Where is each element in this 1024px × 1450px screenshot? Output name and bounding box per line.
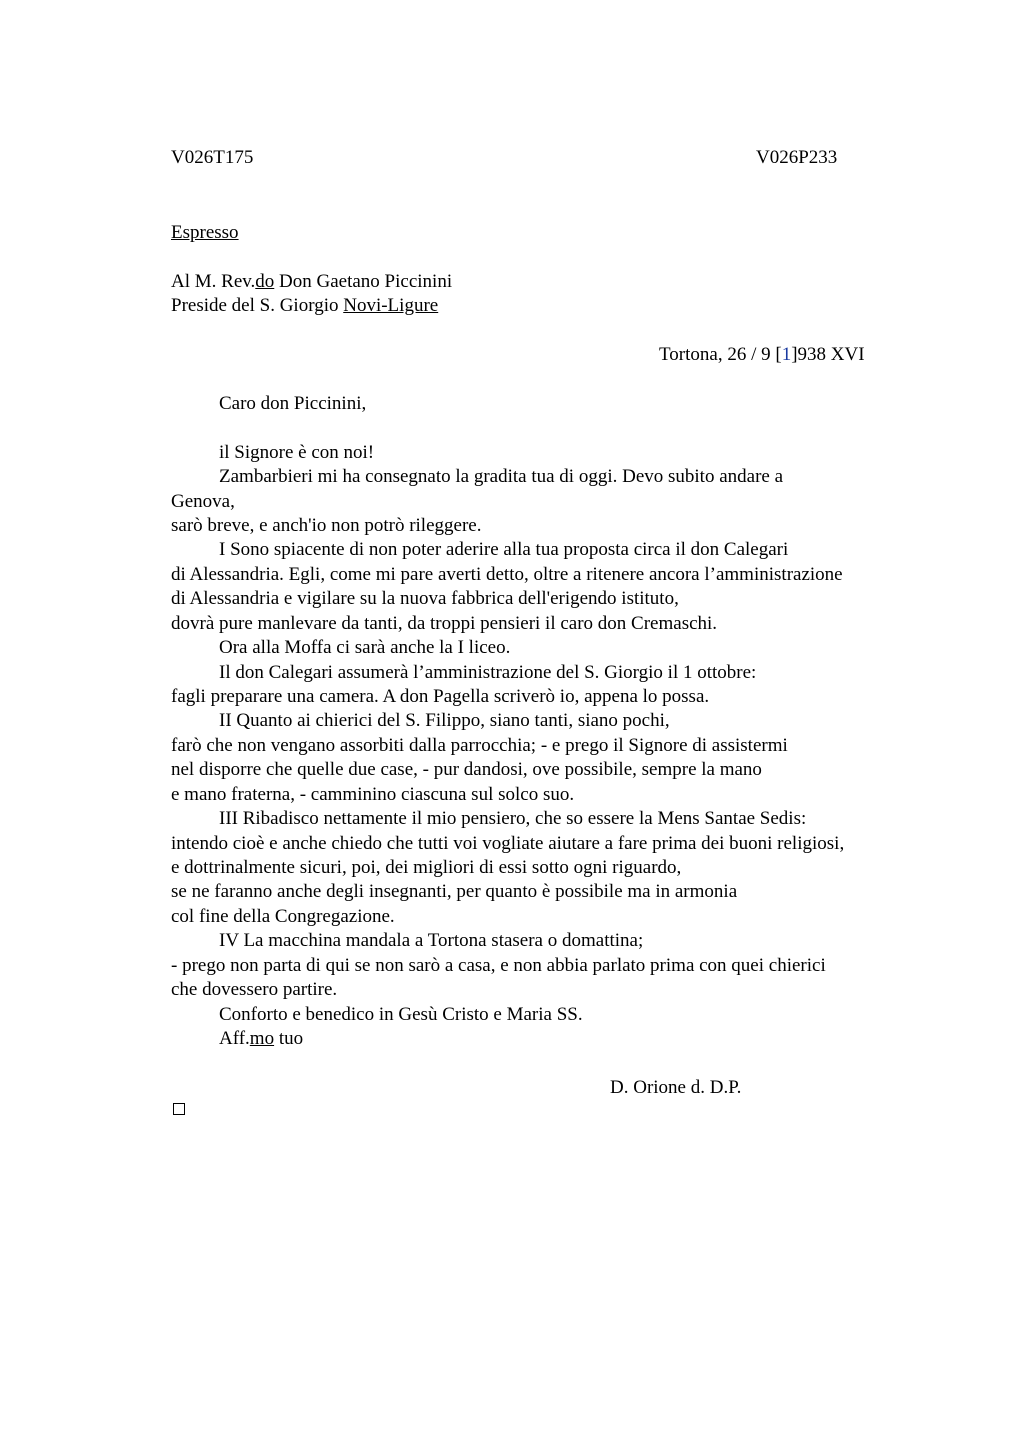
body-line: III Ribadisco nettamente il mio pensiero, che so essere la Mens Santae Sedis: [219, 808, 807, 829]
body-line: Il don Calegari assumerà l’amministrazione del S. Giorgio il 1 ottobre: [219, 662, 757, 683]
address-line-2: Preside del S. Giorgio Novi-Ligure [171, 295, 439, 316]
body-line: farò che non vengano assorbiti dalla parrocchia; - e prego il Signore di assistermi [171, 735, 788, 756]
body-line: dovrà pure manlevare da tanti, da troppi pensieri il caro don Cremaschi. [171, 613, 718, 634]
body-line: di Alessandria. Egli, come mi pare averti detto, oltre a ritenere ancora l’amministrazione [171, 564, 843, 585]
body-line: Conforto e benedico in Gesù Cristo e Maria SS. [219, 1004, 583, 1025]
checkbox-icon [173, 1103, 185, 1115]
letter-date: Tortona, 26 / 9 [1]938 XVI [659, 344, 865, 365]
body-line: II Quanto ai chierici del S. Filippo, siano tanti, siano pochi, [219, 710, 670, 731]
body-line: intendo cioè e anche chiedo che tutti voi vogliate aiutare a fare prima dei buoni religiosi, [171, 833, 845, 854]
body-line: e mano fraterna, - camminino ciascuna sul solco suo. [171, 784, 575, 805]
signature: D. Orione d. D.P. [610, 1077, 742, 1098]
body-line: - prego non parta di qui se non sarò a casa, e non abbia parlato prima con quei chierici [171, 955, 826, 976]
body-line: Zambarbieri mi ha consegnato la gradita tua di oggi. Devo subito andare a [219, 466, 784, 487]
body-line: sarò breve, e anch'io non potrò rileggere. [171, 515, 482, 536]
delivery-label: Espresso [171, 222, 239, 243]
body-line: nel disporre che quelle due case, - pur dandosi, ove possibile, sempre la mano [171, 759, 762, 780]
body-line: Ora alla Moffa ci sarà anche la I liceo. [219, 637, 511, 658]
closing: Aff.mo tuo [219, 1028, 304, 1049]
body-line: che dovessero partire. [171, 979, 338, 1000]
body-line: I Sono spiacente di non poter aderire alla tua proposta circa il don Calegari [219, 539, 789, 560]
body-line: il Signore è con noi! [219, 442, 375, 463]
body-line: fagli preparare una camera. A don Pagella scriverò io, appena lo possa. [171, 686, 710, 707]
salutation: Caro don Piccinini, [219, 393, 367, 414]
body-line: di Alessandria e vigilare su la nuova fabbrica dell'erigendo istituto, [171, 588, 679, 609]
body-line: Genova, [171, 491, 235, 512]
document-code-right: V026P233 [756, 147, 838, 168]
body-line: IV La macchina mandala a Tortona stasera o domattina; [219, 930, 644, 951]
body-line: col fine della Congregazione. [171, 906, 395, 927]
address-line-1: Al M. Rev.do Don Gaetano Piccinini [171, 271, 453, 292]
body-line: se ne faranno anche degli insegnanti, per quanto è possibile ma in armonia [171, 881, 738, 902]
body-line: e dottrinalmente sicuri, poi, dei migliori di essi sotto ogni riguardo, [171, 857, 682, 878]
document-code-left: V026T175 [171, 147, 254, 168]
